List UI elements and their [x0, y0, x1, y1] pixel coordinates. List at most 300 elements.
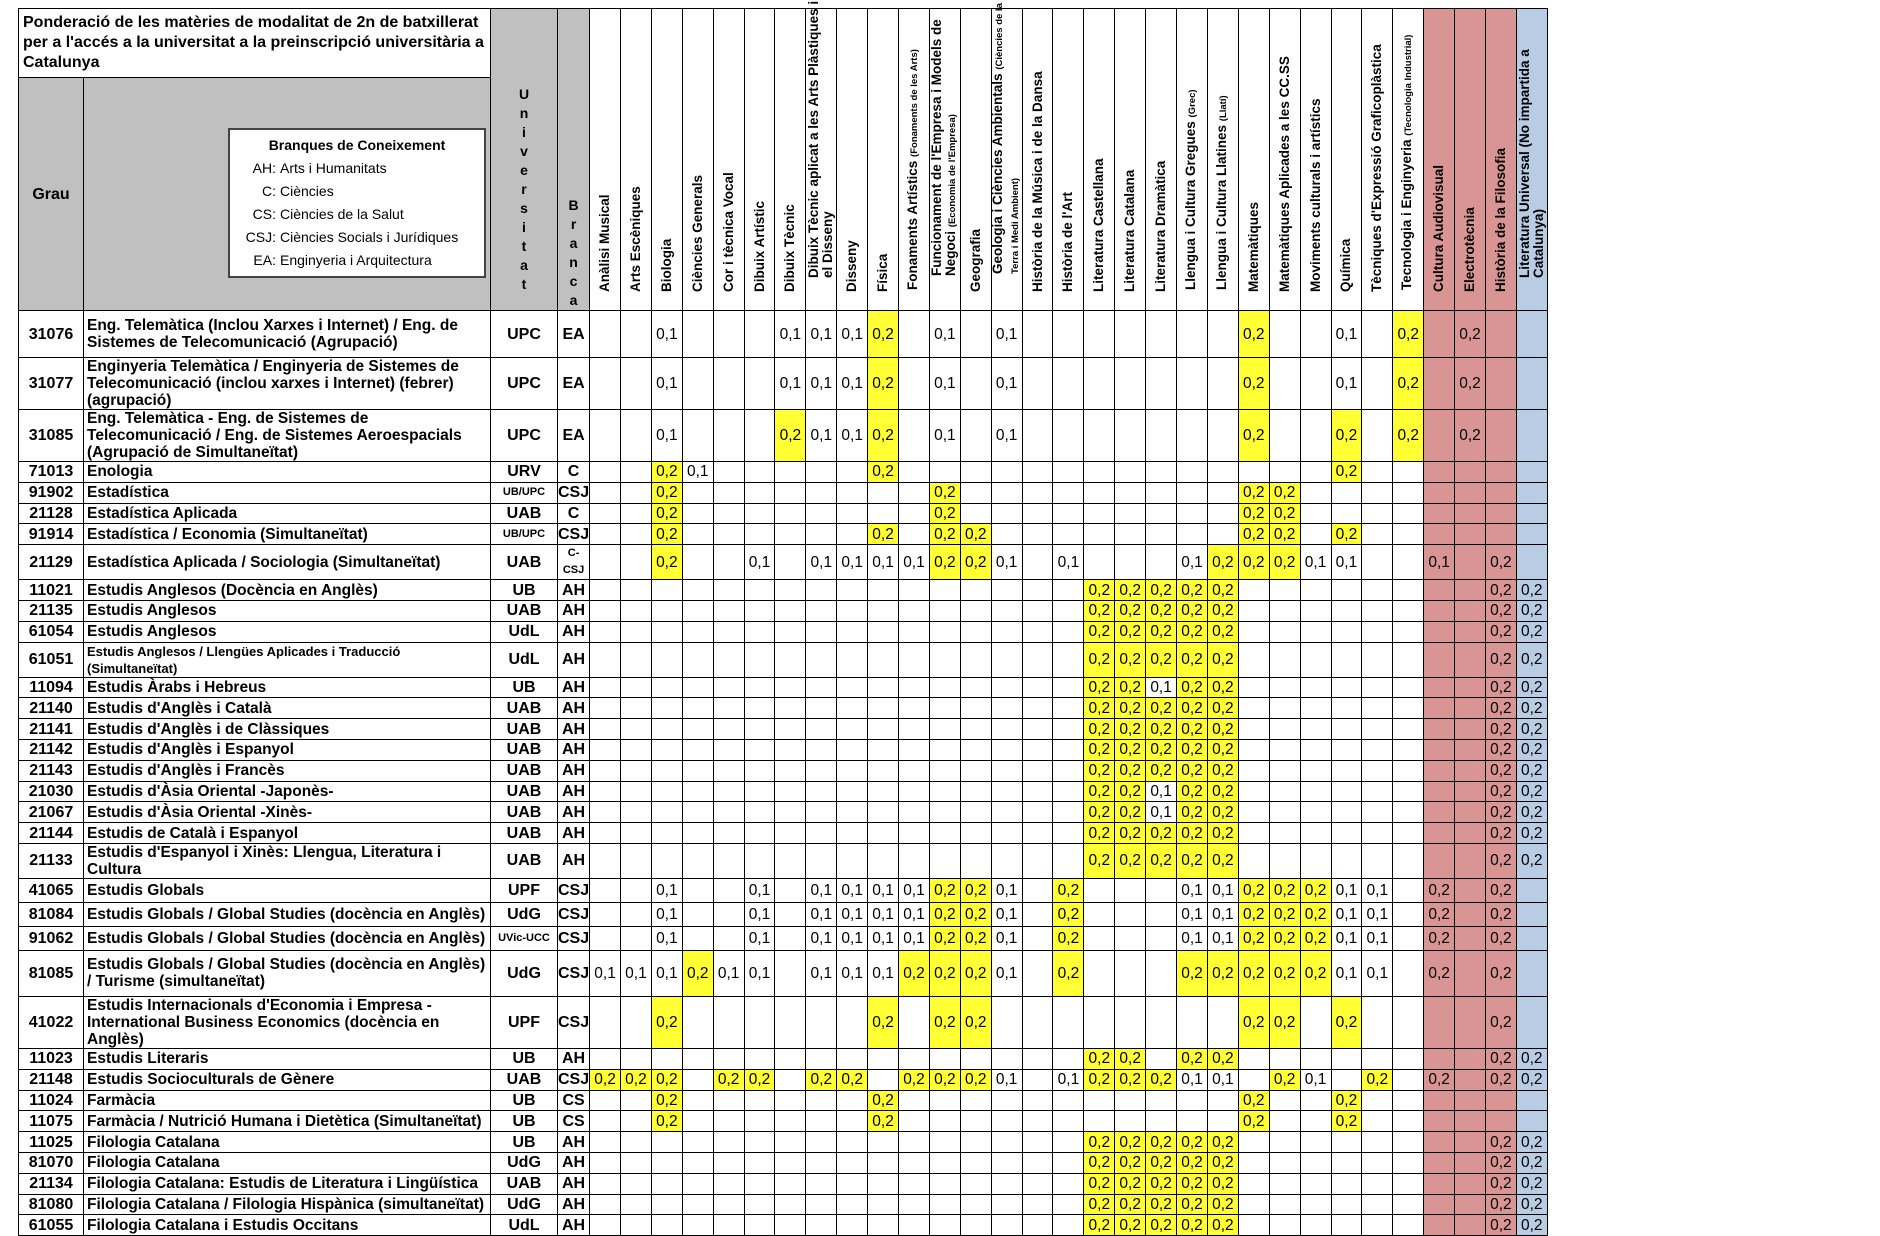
- weight-cell: [1455, 843, 1486, 878]
- weight-cell: 0,2: [1516, 1173, 1547, 1194]
- weight-cell: 0,2: [1177, 823, 1208, 844]
- weight-cell: 0,2: [1269, 878, 1300, 902]
- weight-cell: [1393, 677, 1424, 698]
- weight-cell: [1455, 580, 1486, 601]
- weight-cell: [1238, 739, 1269, 760]
- weight-cell: [899, 1090, 930, 1111]
- weight-cell: [929, 1215, 960, 1236]
- subject-header: [1455, 9, 1486, 311]
- weight-cell: 0,2: [1177, 698, 1208, 719]
- table-row: [19, 482, 1548, 503]
- subject-header: [1516, 9, 1547, 311]
- weight-cell: [713, 878, 744, 902]
- weight-cell: 0,2: [929, 996, 960, 1048]
- weight-cell: 0,2: [1516, 1048, 1547, 1069]
- weight-cell: [1053, 524, 1084, 545]
- weight-cell: [960, 503, 991, 524]
- weight-cell: 0,2: [1115, 1069, 1146, 1090]
- table-row: [19, 823, 1548, 844]
- weight-cell: 0,1: [1331, 311, 1362, 358]
- weight-cell: 0,2: [1516, 642, 1547, 677]
- weight-cell: 0,2: [1115, 1173, 1146, 1194]
- weight-cell: [1331, 600, 1362, 621]
- weight-cell: 0,2: [1485, 1173, 1516, 1194]
- branca-cell: CSJ: [558, 525, 590, 543]
- subject-label: Física: [875, 253, 891, 292]
- weight-cell: [1516, 1111, 1547, 1132]
- weight-cell: [837, 781, 868, 802]
- weight-cell: [1331, 503, 1362, 524]
- weight-cell: [960, 1194, 991, 1215]
- weight-cell: [929, 1048, 960, 1069]
- branca-cell: EA: [558, 410, 590, 462]
- weight-cell: [1022, 698, 1053, 719]
- weight-cell: [1269, 802, 1300, 823]
- subject-header: [868, 9, 899, 311]
- weight-cell: [868, 1069, 899, 1090]
- grau-code: 31076: [19, 311, 84, 358]
- weight-cell: [1455, 719, 1486, 740]
- weight-cell: [1053, 621, 1084, 642]
- weight-cell: [1238, 1152, 1269, 1173]
- weight-cell: [682, 698, 713, 719]
- weight-cell: [1362, 781, 1393, 802]
- weight-cell: [1084, 878, 1115, 902]
- table-row: [19, 739, 1548, 760]
- legend-key: C:: [262, 183, 276, 199]
- weight-cell: 0,1: [806, 878, 837, 902]
- weight-cell: [1115, 1090, 1146, 1111]
- weight-cell: [775, 482, 806, 503]
- weight-cell: [621, 843, 652, 878]
- weight-cell: 0,2: [651, 462, 682, 483]
- weight-cell: [1393, 739, 1424, 760]
- weight-cell: [1393, 719, 1424, 740]
- weight-cell: [1485, 358, 1516, 410]
- weight-cell: [590, 503, 621, 524]
- weight-cell: [744, 621, 775, 642]
- weight-cell: [1238, 621, 1269, 642]
- weight-cell: 0,2: [1516, 719, 1547, 740]
- weight-cell: [713, 1111, 744, 1132]
- weight-cell: [621, 580, 652, 601]
- weight-cell: [1022, 1090, 1053, 1111]
- weight-cell: 0,1: [991, 878, 1022, 902]
- weight-cell: 0,2: [929, 524, 960, 545]
- weight-cell: [744, 600, 775, 621]
- weight-cell: [621, 642, 652, 677]
- weight-cell: [1331, 642, 1362, 677]
- weight-cell: [899, 996, 930, 1048]
- weight-cell: 0,1: [806, 410, 837, 462]
- weight-cell: [1424, 781, 1455, 802]
- weight-cell: [1115, 358, 1146, 410]
- weight-cell: [1424, 358, 1455, 410]
- weight-cell: [713, 677, 744, 698]
- weight-cell: [1269, 642, 1300, 677]
- weight-cell: 0,2: [1331, 524, 1362, 545]
- weight-cell: [621, 1132, 652, 1153]
- weight-cell: [1207, 1111, 1238, 1132]
- grau-name: Filologia Catalana: [84, 1132, 491, 1153]
- weight-cell: [1455, 1173, 1486, 1194]
- weight-cell: [960, 1132, 991, 1153]
- weight-cell: [682, 926, 713, 950]
- weight-cell: 0,1: [991, 950, 1022, 996]
- weight-cell: 0,2: [1115, 698, 1146, 719]
- weight-cell: [1300, 621, 1331, 642]
- weight-cell: [1238, 843, 1269, 878]
- grau-name: Estudis Literaris: [84, 1048, 491, 1069]
- weight-cell: 0,2: [651, 545, 682, 580]
- weight-cell: [590, 1111, 621, 1132]
- weight-cell: 0,2: [1207, 1215, 1238, 1236]
- weight-cell: [1300, 1173, 1331, 1194]
- table-row: [19, 760, 1548, 781]
- weight-cell: 0,2: [1238, 311, 1269, 358]
- universitat-cell: UAB: [491, 719, 558, 740]
- weight-cell: [899, 311, 930, 358]
- weight-cell: 0,2: [1207, 1152, 1238, 1173]
- weight-cell: 0,2: [1115, 580, 1146, 601]
- weight-cell: [1455, 760, 1486, 781]
- table-row: [19, 1048, 1548, 1069]
- weight-cell: [713, 580, 744, 601]
- grau-code: 21148: [19, 1069, 84, 1090]
- weight-cell: [1053, 580, 1084, 601]
- weight-cell: [775, 503, 806, 524]
- weight-cell: 0,2: [960, 1069, 991, 1090]
- weight-cell: [1022, 1111, 1053, 1132]
- weight-cell: [621, 358, 652, 410]
- weight-cell: 0,2: [1146, 1173, 1177, 1194]
- weight-cell: [682, 482, 713, 503]
- grau-name: Eng. Telemàtica - Eng. de Sistemes de Telecomunicació / Eng. de Sistemes Aeroespacials (Agrupació de Simultaneïtat): [84, 410, 491, 462]
- weight-cell: [1207, 410, 1238, 462]
- weight-cell: [806, 462, 837, 483]
- weight-cell: [1393, 1215, 1424, 1236]
- weight-cell: [621, 410, 652, 462]
- weight-cell: 0,2: [1146, 1215, 1177, 1236]
- weight-cell: [775, 843, 806, 878]
- universitat-label: U n i v e r s i t a t: [518, 86, 530, 292]
- weight-cell: [621, 1173, 652, 1194]
- weight-cell: 0,2: [1455, 410, 1486, 462]
- weight-cell: [775, 1173, 806, 1194]
- weight-cell: [991, 1048, 1022, 1069]
- weight-cell: 0,2: [1207, 642, 1238, 677]
- weight-cell: [1115, 902, 1146, 926]
- weight-cell: 0,2: [1177, 843, 1208, 878]
- weight-cell: [1516, 462, 1547, 483]
- weight-cell: [1516, 482, 1547, 503]
- branca-cell: AH: [558, 698, 590, 719]
- weight-cell: [744, 1048, 775, 1069]
- weight-cell: 0,2: [651, 1069, 682, 1090]
- weight-cell: [1084, 524, 1115, 545]
- subject-header: [837, 9, 868, 311]
- weight-cell: [1331, 1069, 1362, 1090]
- weight-cell: [1146, 482, 1177, 503]
- weight-cell: 0,2: [929, 878, 960, 902]
- weight-cell: [775, 580, 806, 601]
- weight-cell: 0,2: [960, 926, 991, 950]
- weight-cell: 0,2: [1177, 600, 1208, 621]
- weight-cell: [1455, 503, 1486, 524]
- weight-cell: [621, 698, 652, 719]
- weight-cell: [837, 996, 868, 1048]
- weight-cell: 0,2: [1485, 1215, 1516, 1236]
- grau-code: 11075: [19, 1111, 84, 1132]
- subject-header: [1177, 9, 1208, 311]
- weight-cell: 0,1: [651, 878, 682, 902]
- weight-cell: [651, 600, 682, 621]
- subject-label: Anàlisi Musical: [597, 194, 613, 292]
- weight-cell: [1362, 482, 1393, 503]
- weight-cell: [1022, 823, 1053, 844]
- weight-cell: 0,2: [1177, 802, 1208, 823]
- weight-cell: 0,1: [1177, 1069, 1208, 1090]
- weight-cell: 0,2: [1485, 739, 1516, 760]
- weight-cell: [1393, 902, 1424, 926]
- weight-cell: [651, 802, 682, 823]
- weight-cell: 0,2: [1516, 1069, 1547, 1090]
- weight-cell: 0,2: [1084, 642, 1115, 677]
- weight-cell: [899, 760, 930, 781]
- weight-cell: [1207, 524, 1238, 545]
- weight-cell: 0,1: [621, 950, 652, 996]
- weight-cell: 0,2: [1115, 802, 1146, 823]
- grau-code: 41065: [19, 878, 84, 902]
- weight-cell: 0,2: [1207, 843, 1238, 878]
- weight-cell: 0,2: [929, 482, 960, 503]
- weight-cell: [1362, 823, 1393, 844]
- weight-cell: 0,1: [929, 311, 960, 358]
- subject-label: Arts Escèniques: [627, 186, 643, 292]
- weight-cell: 0,1: [1362, 878, 1393, 902]
- weight-cell: 0,2: [1084, 698, 1115, 719]
- weight-cell: 0,2: [1485, 926, 1516, 950]
- table-row: [19, 1069, 1548, 1090]
- weight-cell: 0,2: [1115, 843, 1146, 878]
- weight-cell: [1084, 482, 1115, 503]
- weight-cell: [1424, 580, 1455, 601]
- weight-cell: [868, 760, 899, 781]
- weight-cell: [1362, 739, 1393, 760]
- weight-cell: [868, 1194, 899, 1215]
- weight-cell: [899, 719, 930, 740]
- weight-cell: 0,2: [1115, 781, 1146, 802]
- weight-cell: 0,1: [837, 902, 868, 926]
- weight-cell: [1300, 1215, 1331, 1236]
- weight-cell: 0,1: [1424, 545, 1455, 580]
- weight-cell: 0,1: [837, 410, 868, 462]
- universitat-cell: UB: [491, 677, 558, 698]
- weight-cell: [991, 1090, 1022, 1111]
- subject-label: Dibuix Tècnic: [782, 204, 798, 292]
- branca-cell: AH: [558, 600, 590, 621]
- weight-cell: [621, 719, 652, 740]
- weight-cell: [1455, 950, 1486, 996]
- weight-cell: [837, 1048, 868, 1069]
- weight-cell: 0,2: [1485, 642, 1516, 677]
- grau-code: 21143: [19, 760, 84, 781]
- weight-cell: [1238, 781, 1269, 802]
- weight-cell: [837, 719, 868, 740]
- weight-cell: [837, 698, 868, 719]
- weight-cell: [1393, 802, 1424, 823]
- weight-cell: [744, 1152, 775, 1173]
- grau-name: Estudis d'Anglès i Francès: [84, 760, 491, 781]
- weight-cell: [1362, 621, 1393, 642]
- branca-cell: AH: [558, 823, 590, 844]
- weight-cell: [1146, 878, 1177, 902]
- weight-cell: [744, 760, 775, 781]
- weight-cell: [621, 1090, 652, 1111]
- weight-cell: [590, 902, 621, 926]
- weight-cell: [837, 1173, 868, 1194]
- universitat-cell: UPF: [491, 878, 558, 902]
- weight-cell: [1424, 410, 1455, 462]
- weight-cell: [1269, 698, 1300, 719]
- table-row: [19, 1194, 1548, 1215]
- weight-cell: 0,2: [929, 926, 960, 950]
- grau-name: Farmàcia: [84, 1090, 491, 1111]
- branca-cell: AH: [558, 1132, 590, 1153]
- weight-cell: [1455, 1152, 1486, 1173]
- weight-cell: [590, 1048, 621, 1069]
- subject-label: Funcionament de l'Empresa i Models de Negoci (Economia de l'Empresa): [928, 19, 958, 276]
- weight-cell: [775, 1152, 806, 1173]
- weight-cell: [1362, 1090, 1393, 1111]
- table-row: [19, 781, 1548, 802]
- weight-cell: [744, 642, 775, 677]
- weight-cell: [929, 698, 960, 719]
- weight-cell: [899, 1132, 930, 1153]
- weight-cell: [991, 1215, 1022, 1236]
- branca-cell: AH: [558, 719, 590, 740]
- weight-cell: [1362, 760, 1393, 781]
- weight-cell: [1331, 781, 1362, 802]
- weight-cell: 0,2: [1084, 760, 1115, 781]
- branca-cell: AH: [558, 760, 590, 781]
- grau-code: 21030: [19, 781, 84, 802]
- weight-cell: [1053, 482, 1084, 503]
- weight-cell: [621, 739, 652, 760]
- universitat-cell: UAB: [491, 760, 558, 781]
- weight-cell: [1022, 1069, 1053, 1090]
- weight-cell: 0,1: [991, 410, 1022, 462]
- weight-cell: [1331, 719, 1362, 740]
- branca-cell: CSJ: [558, 996, 590, 1048]
- weight-cell: [837, 482, 868, 503]
- branca-label: B r a n c a: [568, 197, 579, 308]
- weight-cell: [1393, 843, 1424, 878]
- branca-cell: C: [558, 462, 590, 483]
- weight-cell: [868, 580, 899, 601]
- weight-cell: 0,2: [1177, 739, 1208, 760]
- legend-item: [236, 157, 478, 180]
- weight-cell: 0,2: [1455, 358, 1486, 410]
- grau-name: Estudis Anglesos: [84, 600, 491, 621]
- grau-code: 61054: [19, 621, 84, 642]
- weight-cell: [744, 462, 775, 483]
- weight-cell: [744, 1132, 775, 1153]
- weight-cell: 0,2: [1485, 1132, 1516, 1153]
- weight-cell: [868, 1048, 899, 1069]
- weight-cell: [1331, 1132, 1362, 1153]
- weight-cell: 0,2: [1177, 1215, 1208, 1236]
- weight-cell: 0,2: [1084, 1194, 1115, 1215]
- weight-cell: [899, 524, 930, 545]
- weight-cell: [991, 843, 1022, 878]
- weight-cell: [1022, 1152, 1053, 1173]
- weight-cell: [775, 677, 806, 698]
- weight-cell: 0,1: [868, 950, 899, 996]
- universitat-cell: UAB: [491, 781, 558, 802]
- weight-cell: [960, 739, 991, 760]
- weight-cell: [806, 698, 837, 719]
- weight-cell: [1269, 600, 1300, 621]
- weight-cell: 0,2: [1207, 950, 1238, 996]
- weight-cell: 0,2: [868, 358, 899, 410]
- weight-cell: [1393, 1194, 1424, 1215]
- weight-cell: [621, 1048, 652, 1069]
- weight-cell: [806, 760, 837, 781]
- weight-cell: [806, 1152, 837, 1173]
- weight-cell: [1053, 503, 1084, 524]
- weight-cell: [929, 719, 960, 740]
- weight-cell: 0,2: [1331, 996, 1362, 1048]
- weight-cell: [929, 1132, 960, 1153]
- weight-cell: 0,1: [868, 902, 899, 926]
- weight-cell: [1146, 545, 1177, 580]
- weight-cell: [991, 621, 1022, 642]
- weight-cell: [590, 410, 621, 462]
- weight-cell: [775, 1111, 806, 1132]
- weight-cell: [1053, 677, 1084, 698]
- weight-cell: [744, 1215, 775, 1236]
- subject-label: Literatura Dramàtica: [1153, 160, 1169, 292]
- weight-cell: [775, 642, 806, 677]
- universitat-cell: UVic-UCC: [491, 926, 558, 950]
- weight-cell: 0,2: [1084, 739, 1115, 760]
- weight-cell: [1269, 1111, 1300, 1132]
- weight-cell: [806, 1090, 837, 1111]
- weight-cell: 0,1: [1207, 902, 1238, 926]
- weight-cell: [960, 719, 991, 740]
- weight-cell: 0,1: [991, 926, 1022, 950]
- weight-cell: 0,2: [1084, 781, 1115, 802]
- weight-cell: [682, 545, 713, 580]
- weight-cell: [1485, 482, 1516, 503]
- weight-cell: [1146, 926, 1177, 950]
- weight-cell: 0,1: [1207, 878, 1238, 902]
- subject-header: [1115, 9, 1146, 311]
- weight-cell: [1022, 1215, 1053, 1236]
- weight-cell: [1022, 950, 1053, 996]
- weight-cell: [682, 760, 713, 781]
- weight-cell: [1300, 580, 1331, 601]
- weight-cell: [1177, 311, 1208, 358]
- weight-cell: [837, 739, 868, 760]
- weight-cell: [621, 996, 652, 1048]
- grau-code: 81070: [19, 1152, 84, 1173]
- grau-name: Filologia Catalana i Estudis Occitans: [84, 1215, 491, 1236]
- weight-cell: 0,2: [1177, 621, 1208, 642]
- weight-cell: [1300, 698, 1331, 719]
- weight-cell: [1238, 1173, 1269, 1194]
